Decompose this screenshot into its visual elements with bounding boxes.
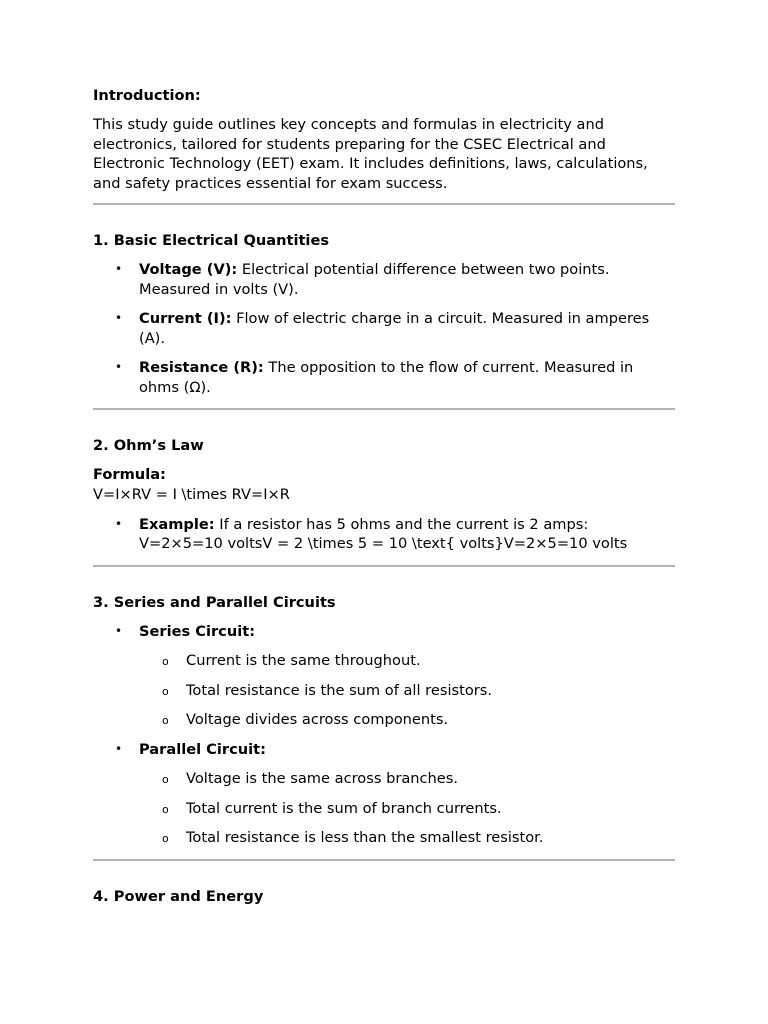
- parallel-circuit-label: Parallel Circuit:: [139, 740, 266, 758]
- list-item: [93, 769, 675, 789]
- section-divider: [93, 408, 675, 410]
- parallel-point-text: Total resistance is less than the smallest resistor.: [186, 829, 544, 846]
- list-item: [93, 681, 675, 701]
- term-resistance: Resistance (R):: [139, 359, 264, 376]
- circle-bullet-icon: o: [162, 714, 169, 727]
- definition-voltage: Electrical potential difference between two points. Measured in volts (V).: [139, 261, 610, 298]
- bullet-icon: •: [115, 311, 123, 325]
- list-item: [93, 799, 675, 819]
- example-text: If a resistor has 5 ohms and the current is 2 amps: V=2×5=10 voltsV = 2 \times 5 = 10 \text{ volts}V=2×5=10 volts: [139, 515, 628, 552]
- circuits-list: [93, 622, 675, 848]
- definition-current: Flow of electric charge in a circuit. Measured in amperes (A).: [139, 310, 650, 347]
- list-item: [93, 710, 675, 730]
- section-divider: [93, 565, 675, 567]
- bullet-icon: •: [115, 741, 123, 756]
- series-point-text: Total resistance is the sum of all resistors.: [186, 681, 492, 699]
- section-divider: [93, 859, 675, 861]
- circle-bullet-icon: o: [162, 684, 169, 698]
- list-item: [93, 309, 675, 348]
- series-point-text: Voltage divides across components.: [186, 711, 449, 728]
- term-voltage: Voltage (V):: [139, 261, 238, 278]
- formula-label: Formula:: [93, 466, 166, 483]
- bullet-icon: •: [115, 623, 123, 638]
- section-1-heading: 1. Basic Electrical Quantities: [93, 232, 330, 249]
- list-item: [93, 740, 675, 848]
- section-4-heading: 4. Power and Energy: [93, 887, 264, 905]
- circle-bullet-icon: o: [162, 655, 169, 668]
- section-2-heading: 2. Ohm’s Law: [93, 437, 204, 454]
- series-circuit-label: Series Circuit:: [139, 622, 256, 640]
- document-page: [93, 86, 675, 907]
- example-label: Example:: [139, 515, 215, 533]
- section-3-heading: 3. Series and Parallel Circuits: [93, 593, 336, 611]
- list-item: [93, 358, 675, 397]
- example-list: [93, 515, 675, 554]
- list-item: [93, 622, 675, 730]
- bullet-icon: •: [115, 262, 123, 276]
- quantities-list: [93, 260, 675, 397]
- bullet-icon: •: [115, 516, 123, 531]
- bullet-icon: •: [115, 360, 123, 374]
- series-point-text: Current is the same throughout.: [186, 652, 421, 669]
- intro-paragraph: This study guide outlines key concepts and formulas in electricity and electronics, tailored for students preparing for the CSEC Electrical and Electronic Technology (EET) exam. It includes definitions, laws, calculations, and safety practices essential for exam success.: [93, 116, 648, 192]
- circle-bullet-icon: o: [162, 802, 169, 816]
- definition-resistance: The opposition to the flow of current. Measured in ohms (Ω).: [139, 359, 634, 396]
- section-divider: [93, 203, 675, 205]
- parallel-point-text: Total current is the sum of branch currents.: [186, 799, 502, 817]
- list-item: [93, 651, 675, 671]
- term-current: Current (I):: [139, 310, 232, 327]
- list-item: [93, 515, 675, 554]
- series-points: [93, 651, 675, 730]
- intro-heading: Introduction:: [93, 87, 201, 104]
- formula-text: V=I×RV = I \times RV=I×R: [93, 486, 290, 503]
- parallel-point-text: Voltage is the same across branches.: [186, 770, 459, 787]
- parallel-points: [93, 769, 675, 848]
- circle-bullet-icon: o: [162, 832, 169, 845]
- list-item: [93, 828, 675, 848]
- list-item: [93, 260, 675, 299]
- circle-bullet-icon: o: [162, 773, 169, 786]
